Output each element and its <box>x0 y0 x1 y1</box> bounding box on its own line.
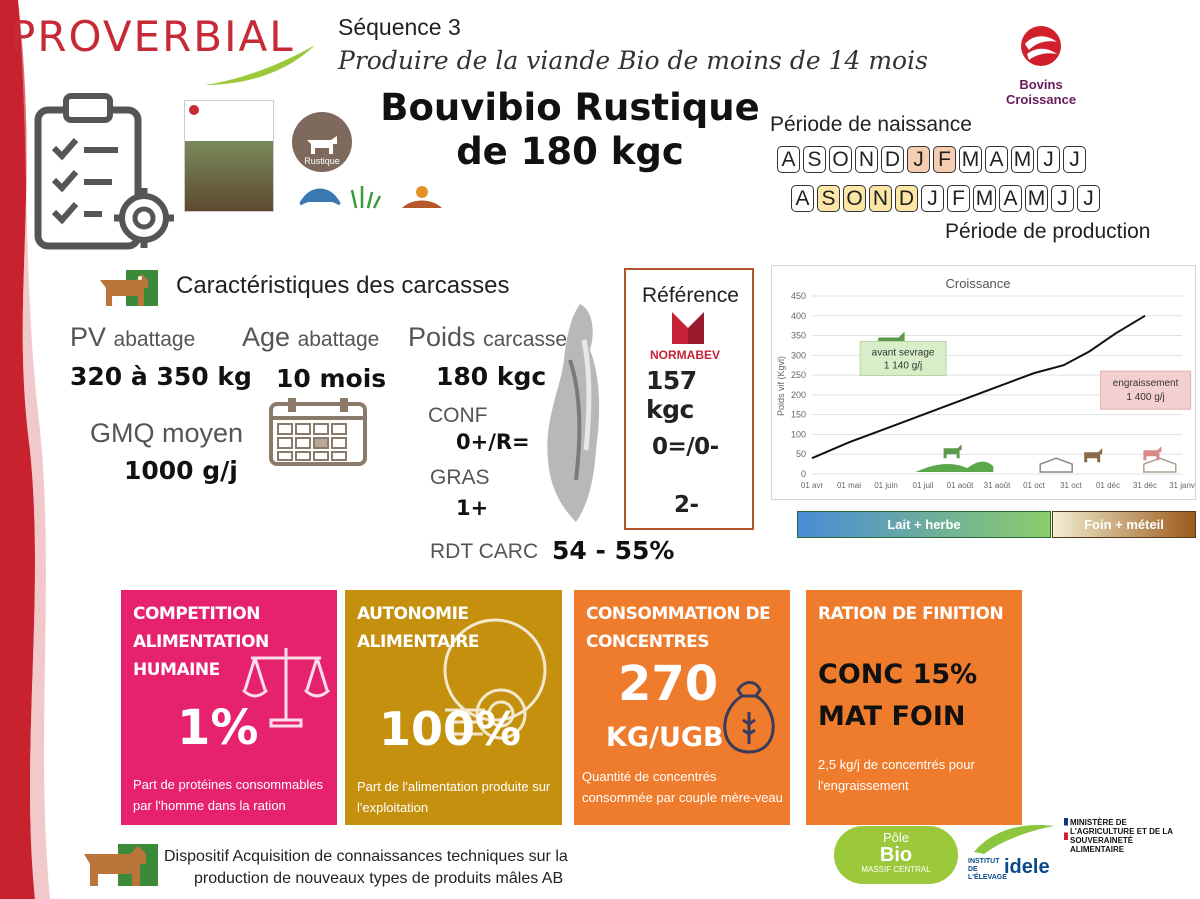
production-month-2: O <box>843 185 866 212</box>
chart-svg <box>772 266 1197 501</box>
footer-line2: production de nouveaux types de produits mâles AB <box>194 870 564 887</box>
tile-finition-value: CONC 15% MAT FOIN <box>818 659 978 732</box>
tile-autonomie-caption: Part de l'alimentation produite sur l'exploitation <box>357 779 551 815</box>
barn-shape-1 <box>1144 458 1176 472</box>
naissance-month-10: J <box>1037 146 1060 173</box>
reference-poids: 157 kgc <box>646 366 697 424</box>
y-tick-5: 250 <box>790 370 806 381</box>
idele-logo <box>966 820 1060 884</box>
bovins-croissance-icon <box>1019 22 1063 72</box>
tile-concentres-caption: Quantité de concentrés consommée par couple mère-veau <box>582 769 783 805</box>
footer-line1: Dispositif Acquisition de connaissances techniques sur la <box>164 848 568 865</box>
naissance-month-4: D <box>881 146 904 173</box>
clipboard-gear-icon <box>32 92 182 254</box>
annotation-box-2 <box>1101 371 1191 409</box>
brochure-thumbnail <box>184 100 274 212</box>
naissance-month-11: J <box>1063 146 1086 173</box>
eco-icons <box>296 180 446 212</box>
calendar-icon <box>268 396 368 468</box>
tile-autonomie <box>345 590 562 825</box>
rdt-label: RDT CARC <box>430 540 539 563</box>
reference-label: Référence <box>642 284 739 307</box>
tile-finition-title: RATION DE FINITION <box>818 604 1004 624</box>
age-label <box>242 322 379 353</box>
rustique-badge <box>292 112 352 172</box>
poids-label-small: carcasse <box>483 328 568 351</box>
x-tick-10: 31 janv <box>1169 481 1195 490</box>
x-tick-5: 31 août <box>983 481 1011 490</box>
main-title-line1: Bouvibio Rustique <box>380 86 760 129</box>
naissance-month-3: N <box>855 146 878 173</box>
production-month-7: M <box>973 185 996 212</box>
naissance-month-7: M <box>959 146 982 173</box>
bovins-croissance-logo <box>996 22 1086 112</box>
production-month-5: J <box>921 185 944 212</box>
naissance-month-8: A <box>985 146 1008 173</box>
age-label-main: Age <box>242 322 291 352</box>
phase-foin-meteil: Foin + méteil <box>1052 511 1196 538</box>
normabev-icon <box>670 310 706 346</box>
production-month-3: N <box>869 185 892 212</box>
pv-value: 320 à 350 kg <box>70 362 252 391</box>
y-tick-3: 150 <box>790 409 806 420</box>
x-tick-3: 01 juil <box>912 481 934 490</box>
pole-bio-logo-line1: Pôle <box>882 830 910 845</box>
production-month-8: A <box>999 185 1022 212</box>
cow-icon <box>305 134 339 156</box>
croissance-chart <box>771 265 1196 500</box>
idele-swoosh <box>972 820 1056 854</box>
tile-autonomie-value: 100% <box>379 702 522 756</box>
y-tick-8: 400 <box>790 310 806 321</box>
y-tick-9: 450 <box>790 291 806 301</box>
production-calendar <box>791 185 1100 212</box>
annotation-2-line1: engraissement <box>1112 378 1179 390</box>
pv-label-small: abattage <box>113 328 196 351</box>
naissance-month-1: S <box>803 146 826 173</box>
annotation-2-line2: 1 400 g/j <box>1126 392 1165 404</box>
main-title-line2: de 180 kgc <box>456 130 684 173</box>
x-tick-8: 01 déc <box>1095 481 1121 490</box>
series-line-0 <box>812 316 1145 458</box>
tile-concentres-unit: KG/UGB <box>606 722 724 753</box>
x-tick-9: 31 déc <box>1132 481 1158 490</box>
production-month-10: J <box>1051 185 1074 212</box>
chart-title: Croissance <box>945 276 1011 291</box>
poids-value: 180 kgc <box>436 362 547 391</box>
sequence-subtitle: Produire de la viande Bio de moins de 14 mois <box>338 46 928 75</box>
tile-competition <box>121 590 337 825</box>
normabev-brand: NORMABEV <box>650 348 721 362</box>
annotation-1-line1: avant sevrage <box>871 347 935 359</box>
carcasses-heading: Caractéristiques des carcasses <box>176 272 510 299</box>
y-tick-1: 50 <box>795 449 806 460</box>
y-tick-6: 300 <box>790 350 806 361</box>
x-tick-2: 01 juin <box>874 481 898 490</box>
production-label: Période de production <box>945 220 1151 243</box>
reference-box <box>624 268 754 530</box>
rdt-value: 54 - 55% <box>552 536 675 565</box>
barn-shape-0 <box>1040 458 1072 472</box>
idele-text: idele <box>1004 856 1050 878</box>
idele-small: INSTITUT DE L'ÉLEVAGE <box>968 858 1007 881</box>
pole-bio-logo-line2: Bio <box>879 844 913 866</box>
proverbial-logo: PROVERBIAL <box>10 12 295 61</box>
ministere-text: MINISTÈRE DE L'AGRICULTURE ET DE LA SOUVERAINETÉ ALIMENTAIRE <box>1070 818 1173 854</box>
gmq-value: 1000 g/j <box>124 456 238 485</box>
tile-competition-title: COMPETITION ALIMENTATION HUMAINE <box>133 604 269 680</box>
naissance-month-6: F <box>933 146 956 173</box>
x-tick-1: 01 mai <box>836 481 862 490</box>
cow-bio-icon <box>96 266 162 310</box>
tile-competition-value: 1% <box>177 700 259 756</box>
production-month-11: J <box>1077 185 1100 212</box>
tile-autonomie-title: AUTONOMIE ALIMENTAIRE <box>357 604 480 652</box>
x-tick-0: 01 avr <box>800 481 824 490</box>
naissance-month-2: O <box>829 146 852 173</box>
x-tick-7: 31 oct <box>1060 481 1082 490</box>
poids-label-main: Poids <box>408 322 476 352</box>
pole-bio-logo-line3: MASSIF CENTRAL <box>861 865 931 874</box>
gras-label: GRAS <box>430 466 490 489</box>
naissance-calendar <box>777 146 1086 173</box>
tile-finition-caption: 2,5 kg/j de concentrés pour l'engraissement <box>818 757 975 793</box>
carcass-image <box>540 300 620 525</box>
naissance-label: Période de naissance <box>770 113 972 136</box>
reference-conf: 0=/0- <box>652 434 719 460</box>
tile-concentres <box>574 590 790 825</box>
logo-swoosh <box>200 40 320 90</box>
production-month-1: S <box>817 185 840 212</box>
y-tick-0: 0 <box>800 469 806 479</box>
footer-text <box>164 846 568 890</box>
age-value: 10 mois <box>276 364 387 393</box>
x-tick-4: 01 août <box>946 481 974 490</box>
y-tick-2: 100 <box>790 429 806 440</box>
pole-bio-logo <box>834 826 958 884</box>
main-title <box>370 86 770 174</box>
marianne-flag <box>1064 818 1068 840</box>
production-month-0: A <box>791 185 814 212</box>
partner-logo-text: Bovins Croissance <box>1005 77 1077 107</box>
naissance-month-0: A <box>777 146 800 173</box>
gmq-label: GMQ moyen <box>90 418 244 448</box>
pv-label-main: PV <box>70 322 107 352</box>
grain-sack-icon <box>714 676 784 756</box>
cow-icon-3 <box>1143 446 1161 460</box>
y-axis-label: Poids vif (Kgvl) <box>776 355 786 417</box>
sequence-label: Séquence 3 <box>338 14 461 40</box>
naissance-month-9: M <box>1011 146 1034 173</box>
tile-concentres-value: 270 <box>618 656 719 712</box>
badge-label: Rustique <box>304 156 340 166</box>
tile-concentres-title: CONSOMMATION DE CONCENTRES <box>586 604 771 652</box>
phase-lait-herbe: Lait + herbe <box>797 511 1051 538</box>
y-tick-7: 350 <box>790 330 806 341</box>
x-tick-6: 01 oct <box>1023 481 1045 490</box>
tile-finition <box>806 590 1022 825</box>
conf-label: CONF <box>428 404 488 427</box>
footer-cow-icon <box>80 838 162 892</box>
reference-gras: 2- <box>674 492 699 518</box>
production-month-6: F <box>947 185 970 212</box>
conf-value: 0+/R= <box>456 430 530 454</box>
age-label-small: abattage <box>297 328 380 351</box>
cow-icon-2 <box>1084 448 1102 462</box>
annotation-1-line2: 1 140 g/j <box>883 360 923 372</box>
y-tick-4: 200 <box>790 389 806 400</box>
tile-competition-caption: Part de protéines consommables par l'homme dans la ration <box>133 777 324 813</box>
hill-shape <box>916 462 994 472</box>
pv-label <box>70 322 195 353</box>
production-month-9: M <box>1025 185 1048 212</box>
gras-value: 1+ <box>456 496 489 520</box>
calf-icon-1 <box>944 444 962 458</box>
production-month-4: D <box>895 185 918 212</box>
naissance-month-5: J <box>907 146 930 173</box>
